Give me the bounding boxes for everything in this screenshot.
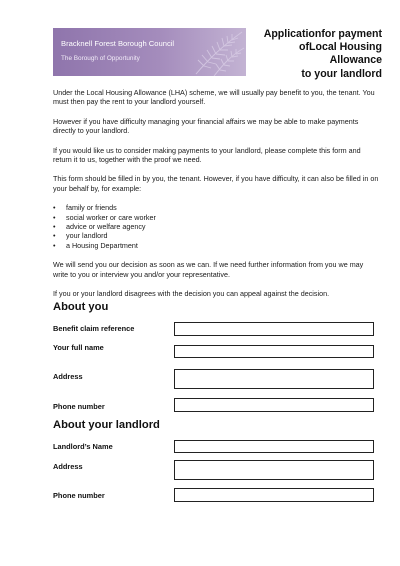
benefit-claim-reference-field[interactable]: [174, 322, 374, 336]
fern-logo-icon: [186, 28, 246, 76]
form-title: [250, 28, 382, 81]
form-title-line: ofLocal Housing: [299, 41, 382, 54]
address-label: Address: [53, 372, 83, 381]
council-tagline: The Borough of Opportunity: [61, 55, 140, 62]
section-title-about-you: About you: [53, 301, 109, 313]
intro-paragraph: If you would like us to consider making payments to your landlord, please complete this form and return it to us, together with the proof we need.: [53, 145, 361, 165]
intro-paragraph: If you or your landlord disagrees with the decision you can appeal against the decision.: [53, 289, 330, 299]
form-title-line: Allowance: [329, 54, 382, 67]
helper-list-item: • family or friends: [53, 203, 379, 212]
council-name: Bracknell Forest Borough Council: [61, 39, 175, 48]
address-field[interactable]: [174, 369, 374, 389]
helper-list-item: • social worker or care worker: [53, 213, 379, 222]
benefit-claim-reference-label: Benefit claim reference: [53, 324, 135, 333]
landlord-address-label: Address: [53, 462, 83, 471]
council-banner: [53, 28, 246, 76]
helper-list: [53, 203, 379, 250]
phone-number-label: Phone number: [53, 402, 105, 411]
helper-list-item: • a Housing Department: [53, 241, 379, 250]
helper-list-item: • your landlord: [53, 231, 379, 240]
intro-paragraph: Under the Local Housing Allowance (LHA) scheme, we will usually pay benefit to you, the tenant. You must then pay the rent to your landlord yourself.: [53, 88, 375, 107]
landlord-name-label: Landlord’s Name: [53, 442, 113, 451]
helper-list-item: • advice or welfare agency: [53, 222, 379, 231]
intro-paragraph: However if you have difficulty managing your financial affairs we may be able to make payments directly to your landlord.: [53, 116, 359, 136]
full-name-field[interactable]: [174, 345, 374, 358]
form-title-line: to your landlord: [301, 67, 382, 80]
intro-text: [53, 88, 379, 309]
intro-paragraph: This form should be filled in by you, the tenant. However, if you have difficulty, it can also be filled in on your behalf by, for example:: [53, 174, 379, 193]
landlord-phone-number-field[interactable]: [174, 488, 374, 502]
phone-number-field[interactable]: [174, 398, 374, 412]
form-title-line: Applicationfor payment: [263, 28, 382, 40]
intro-paragraph: We will send you our decision as soon as we can. If we need further information from you we may write to you or interview you and/or your representative.: [53, 260, 364, 279]
full-name-label: Your full name: [53, 343, 104, 352]
section-title-about-landlord: About your landlord: [53, 419, 160, 431]
landlord-address-field[interactable]: [174, 460, 374, 480]
landlord-phone-number-label: Phone number: [53, 491, 105, 500]
landlord-name-field[interactable]: [174, 440, 374, 453]
